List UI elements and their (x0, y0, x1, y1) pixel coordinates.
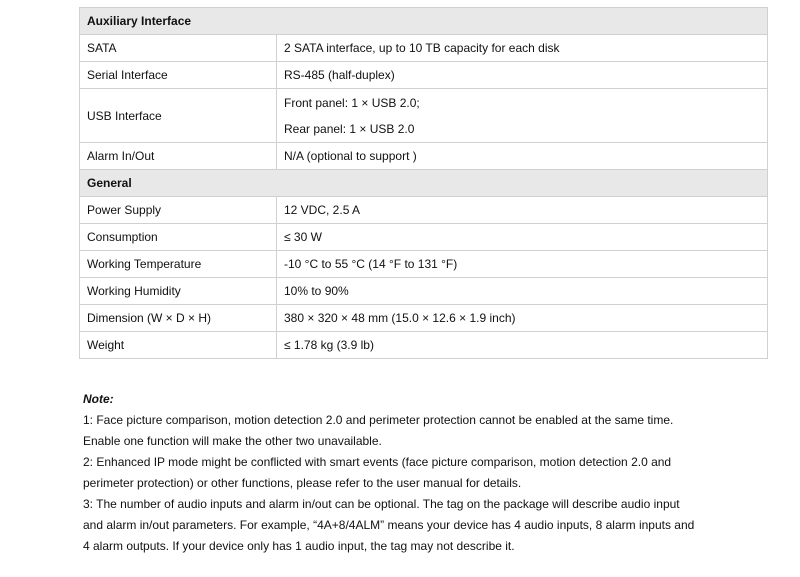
spec-label: Serial Interface (80, 62, 277, 89)
table-row (80, 278, 768, 305)
spec-label: USB Interface (80, 89, 277, 143)
spec-value (277, 89, 768, 143)
table-row (80, 143, 768, 170)
spec-value-line: Front panel: 1 × USB 2.0; (284, 95, 420, 110)
spec-value: RS-485 (half-duplex) (277, 62, 768, 89)
note-line: 1: Face picture comparison, motion detection 2.0 and perimeter protection cannot be enabled at the same time. (83, 413, 674, 427)
spec-label: Working Humidity (80, 278, 277, 305)
table-row (80, 251, 768, 278)
table-row (80, 332, 768, 359)
spec-value-line: Rear panel: 1 × USB 2.0 (284, 121, 415, 136)
note-line: 2: Enhanced IP mode might be conflicted with smart events (face picture comparison, motion detection 2.0 and (83, 455, 672, 469)
note-line: 3: The number of audio inputs and alarm in/out can be optional. The tag on the package will describe audio input (83, 497, 680, 511)
note-line: Enable one function will make the other two unavailable. (83, 434, 382, 448)
spec-value: 2 SATA interface, up to 10 TB capacity for each disk (277, 35, 768, 62)
table-row (80, 197, 768, 224)
section-header-auxiliary (80, 8, 768, 35)
spec-label: Power Supply (80, 197, 277, 224)
spec-value: 12 VDC, 2.5 A (277, 197, 768, 224)
spec-value: 380 × 320 × 48 mm (15.0 × 12.6 × 1.9 inch) (277, 305, 768, 332)
spec-label: Working Temperature (80, 251, 277, 278)
spec-value: ≤ 1.78 kg (3.9 lb) (277, 332, 768, 359)
table-row (80, 305, 768, 332)
spec-label: Dimension (W × D × H) (80, 305, 277, 332)
note-line: perimeter protection) or other functions, please refer to the user manual for details. (83, 476, 522, 490)
spec-value: ≤ 30 W (277, 224, 768, 251)
notes-title: Note: (83, 392, 114, 406)
section-title: General (80, 170, 768, 197)
note-line: and alarm in/out parameters. For example, “4A+8/4ALM” means your device has 4 audio inputs, 8 alarm inputs and (83, 518, 695, 532)
spec-table (79, 7, 768, 359)
section-title: Auxiliary Interface (80, 8, 768, 35)
spec-label: Alarm In/Out (80, 143, 277, 170)
notes-section (83, 389, 713, 557)
spec-label: Consumption (80, 224, 277, 251)
note-line: 4 alarm outputs. If your device only has 1 audio input, the tag may not describe it. (83, 539, 515, 553)
table-row (80, 35, 768, 62)
spec-label: SATA (80, 35, 277, 62)
table-row (80, 89, 768, 143)
spec-value: N/A (optional to support ) (277, 143, 768, 170)
spec-label: Weight (80, 332, 277, 359)
spec-value: -10 °C to 55 °C (14 °F to 131 °F) (277, 251, 768, 278)
spec-value: 10% to 90% (277, 278, 768, 305)
table-row (80, 224, 768, 251)
section-header-general (80, 170, 768, 197)
table-row (80, 62, 768, 89)
